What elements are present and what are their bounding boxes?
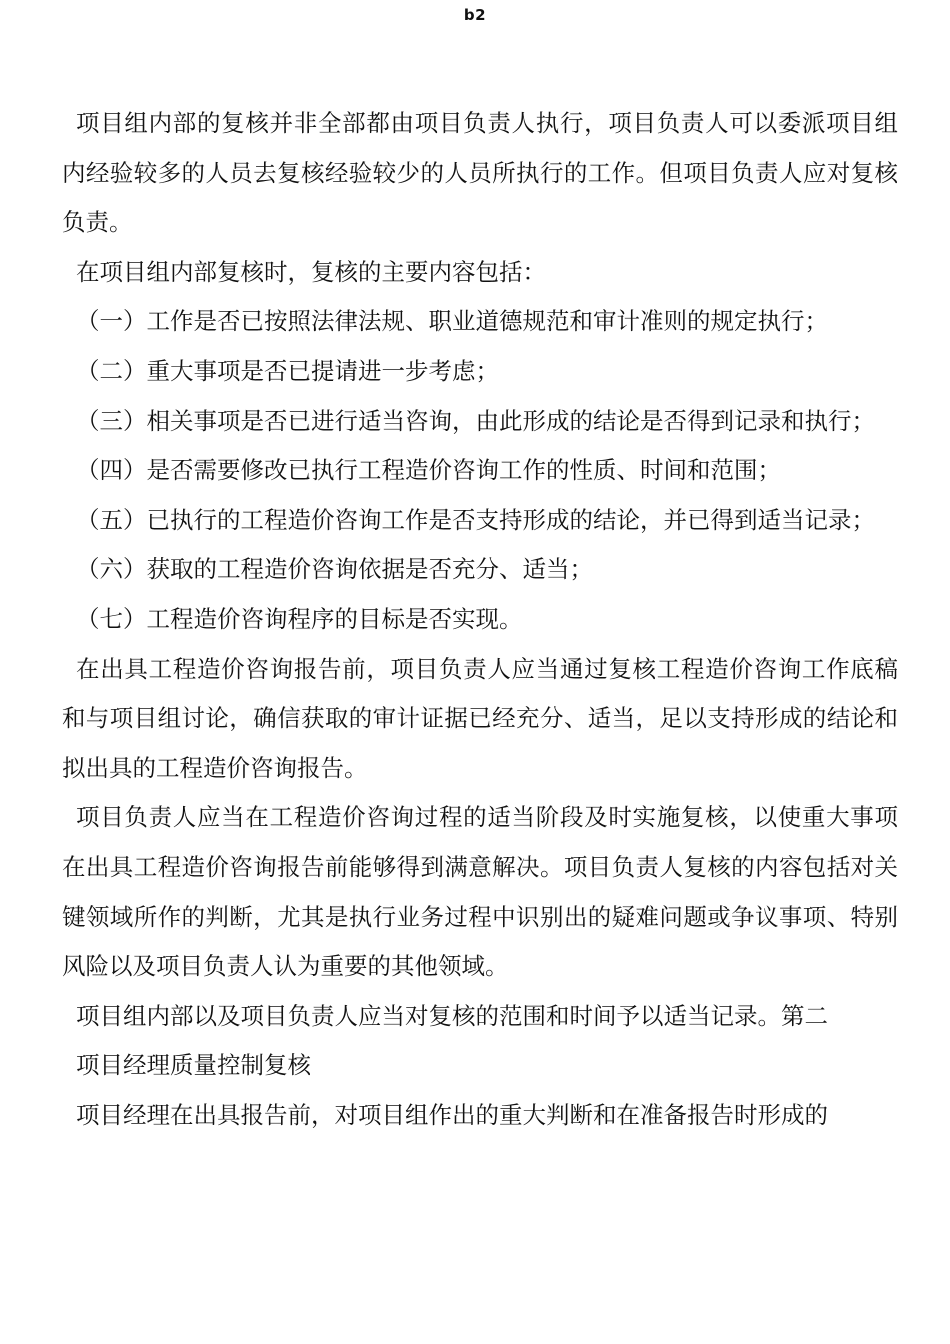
- list-item-4: （四）是否需要修改已执行工程造价咨询工作的性质、时间和范围；: [76, 456, 781, 485]
- list-item-2: （二）重大事项是否已提请进一步考虑；: [76, 356, 499, 385]
- list-item-1: （一）工作是否已按照法律法规、职业道德规范和审计准则的规定执行；: [76, 307, 828, 336]
- document-body: [62, 99, 898, 1140]
- paragraph-timely-review: 项目负责人应当在工程造价咨询过程的适当阶段及时实施复核，以使重大事项在出具工程造价咨询报告前能够得到满意解决。项目负责人复核的内容包括对关键领域所作的判断，尤其是执行业务过程中识别出的疑难问题或争议事项、特别风险以及项目负责人认为重要的其他领域。: [62, 803, 898, 981]
- section-heading-manager-review: 项目经理质量控制复核: [76, 1051, 311, 1080]
- list-item-7: （七）工程造价咨询程序的目标是否实现。: [76, 604, 523, 633]
- page-number: b2: [463, 6, 487, 24]
- paragraph-manager-review: 项目经理在出具报告前，对项目组作出的重大判断和在准备报告时形成的: [76, 1100, 828, 1129]
- paragraph-before-report: 在出具工程造价咨询报告前，项目负责人应当通过复核工程造价咨询工作底稿和与项目组讨论，确信获取的审计证据已经充分、适当，足以支持形成的结论和拟出具的工程造价咨询报告。: [62, 654, 898, 782]
- paragraph-review-record: 项目组内部以及项目负责人应当对复核的范围和时间予以适当记录。第二: [76, 1001, 828, 1030]
- paragraph-review-contents-intro: 在项目组内部复核时，复核的主要内容包括：: [76, 257, 546, 286]
- list-item-6: （六）获取的工程造价咨询依据是否充分、适当；: [76, 555, 593, 584]
- list-item-3: （三）相关事项是否已进行适当咨询，由此形成的结论是否得到记录和执行；: [76, 406, 875, 435]
- paragraph-review-delegation: 项目组内部的复核并非全部都由项目负责人执行，项目负责人可以委派项目组内经验较多的人员去复核经验较少的人员所执行的工作。但项目负责人应对复核负责。: [62, 109, 898, 237]
- list-item-5: （五）已执行的工程造价咨询工作是否支持形成的结论，并已得到适当记录；: [76, 505, 875, 534]
